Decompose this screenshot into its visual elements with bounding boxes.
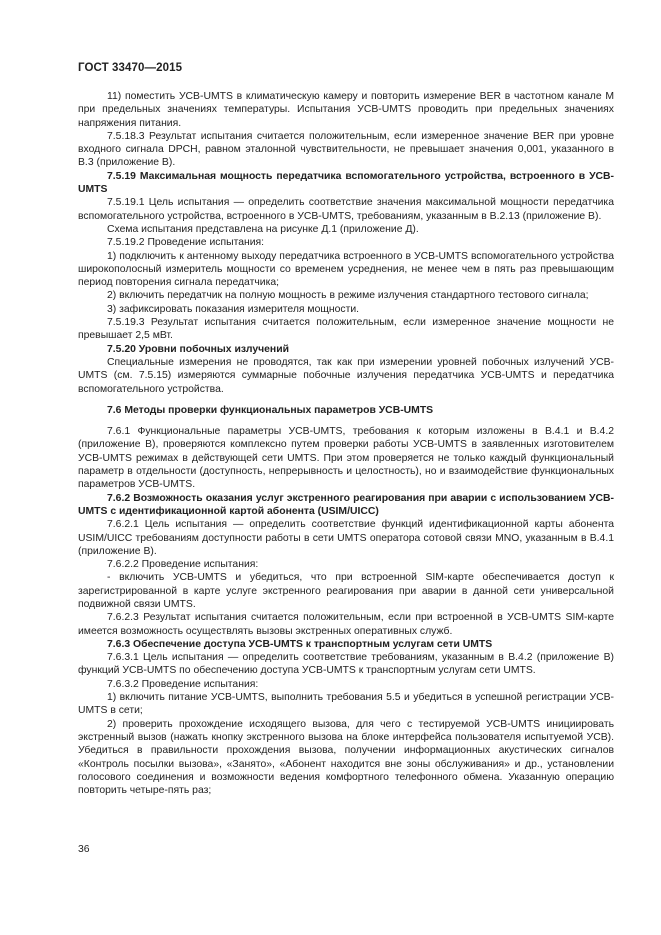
paragraph: 7.6.1 Функциональные параметры УСВ-UMTS, требования к которым изложены в В.4.1 и В.4.2 (приложение В), проверяются комплексно путем проверки работы УСВ-UMTS в заявленных изготовителем УСВ-UMTS режимах в действующей сети UMTS. При этом проверяется не только каждый функциональный параметр в отдельности (доступность, непрерывность и целостность), но и взаимодействие функциональных параметров УСВ-UMTS. <box>78 426 614 491</box>
paragraph: 11) поместить УСВ-UMTS в климатическую камеру и повторить измерение BER в частотном канале M при предельных значениях температуры. Испытания УСВ-UMTS проводить при предельных значениях напряжения питания. <box>78 91 614 129</box>
paragraph: 7.6.3.2 Проведение испытания: <box>107 678 259 690</box>
section-heading: 7.6.2 Возможность оказания услуг экстренного реагирования при аварии с использованием УСВ-UMTS с идентификационной картой абонента (USIM/UICC) <box>78 492 614 517</box>
list-item: 1) подключить к антенному выходу передатчика встроенного в УСВ-UMTS вспомогательного устройства широкополосный измеритель мощности со временем усреднения, не менее чем в пять раз превышающим период повторения сигнала передатчика; <box>78 250 614 289</box>
list-item: 2) проверить прохождение исходящего вызова, для чего с тестируемой УСВ-UMTS инициировать экстренный вызов (нажать кнопку экстренного вызова на блоке интерфейса пользователя испытуемой УСВ). Убедиться в правильности прохождения вызова, получении информационных акустических сигналов «Контроль посылки вызова», «Занято», «Абонент находится вне зоны обслуживания» и др., установлении голосового соединения и возможности ведения комфортного телефонного обмена. Указанную операцию повторить четыре-пять раз; <box>78 718 614 797</box>
paragraph: 7.6.2.2 Проведение испытания: <box>107 559 259 571</box>
paragraph: 7.5.19.1 Цель испытания — определить соответствие значения максимальной мощности передатчика вспомогательного устройства, встроенного в УСВ-UMTS, требованиям, указанным в В.2.13 (приложение В). <box>78 197 614 222</box>
paragraph: 7.5.19.3 Результат испытания считается положительным, если измеренное значение мощности не превышает 2,5 мВт. <box>78 317 614 342</box>
list-item: - включить УСВ-UMTS и убедиться, что при встроенной SIM-карте обеспечивается доступ к зарегистрированной в карте услуге экстренного реагирования при аварии в данной сети универсальной подвижной связи UMTS. <box>78 572 614 610</box>
paragraph: 7.6.3.1 Цель испытания — определить соответствие требованиям, указанным в В.4.2 (приложение В) функций УСВ-UMTS по обеспечению доступа УСВ-UMTS к транспортным услугам сети UMTS. <box>78 652 614 677</box>
section-heading: 7.5.19 Максимальная мощность передатчика вспомогательного устройства, встроенного в УСВ-UMTS <box>78 170 614 196</box>
page-number: 36 <box>78 844 90 855</box>
paragraph: 7.6.2.1 Цель испытания — определить соответствие функций идентификационной карты абонента USIM/UICC требованиям доступности работы в сети UMTS оператора сотовой связи MNO, указанным в В.4.1 (приложение В). <box>78 519 614 557</box>
paragraph: 7.5.19.2 Проведение испытания: <box>107 237 265 249</box>
section-heading: 7.6.3 Обеспечение доступа УСВ-UMTS к транспортным услугам сети UMTS <box>107 638 493 650</box>
section-heading: 7.5.20 Уровни побочных излучений <box>107 343 289 355</box>
list-item: 3) зафиксировать показания измерителя мощности. <box>107 303 360 315</box>
paragraph: 7.6.2.3 Результат испытания считается положительным, если при встроенной в УСВ-UMTS SIM-карте имеется возможность осуществлять вызовы экстренных оперативных служб. <box>78 612 614 637</box>
section-heading: 7.6 Методы проверки функциональных параметров УСВ-UMTS <box>107 404 434 416</box>
list-item: 2) включить передатчик на полную мощность в режиме излучения стандартного тестового сигнала; <box>107 290 589 302</box>
paragraph: 7.5.18.3 Результат испытания считается положительным, если измеренное значение BER при уровне входного сигнала DPCH, равном эталонной чувствительности, не превышает значения 0,001, указанного в В.3 (приложение В). <box>78 130 614 169</box>
document-body <box>78 90 614 797</box>
list-item: 1) включить питание УСВ-UMTS, выполнить требования 5.5 и убедиться в успешной регистрации УСВ-UMTS в сети; <box>78 692 614 717</box>
document-header-code: ГОСТ 33470—2015 <box>78 62 183 74</box>
paragraph: Специальные измерения не проводятся, так как при измерении уровней побочных излучений УСВ-UMTS (см. 7.5.15) измеряются суммарные побочные излучения передатчика УСВ-UMTS и передатчика вспомогательного устройства. <box>78 356 614 395</box>
paragraph: Схема испытания представлена на рисунке Д.1 (приложение Д). <box>107 223 419 235</box>
